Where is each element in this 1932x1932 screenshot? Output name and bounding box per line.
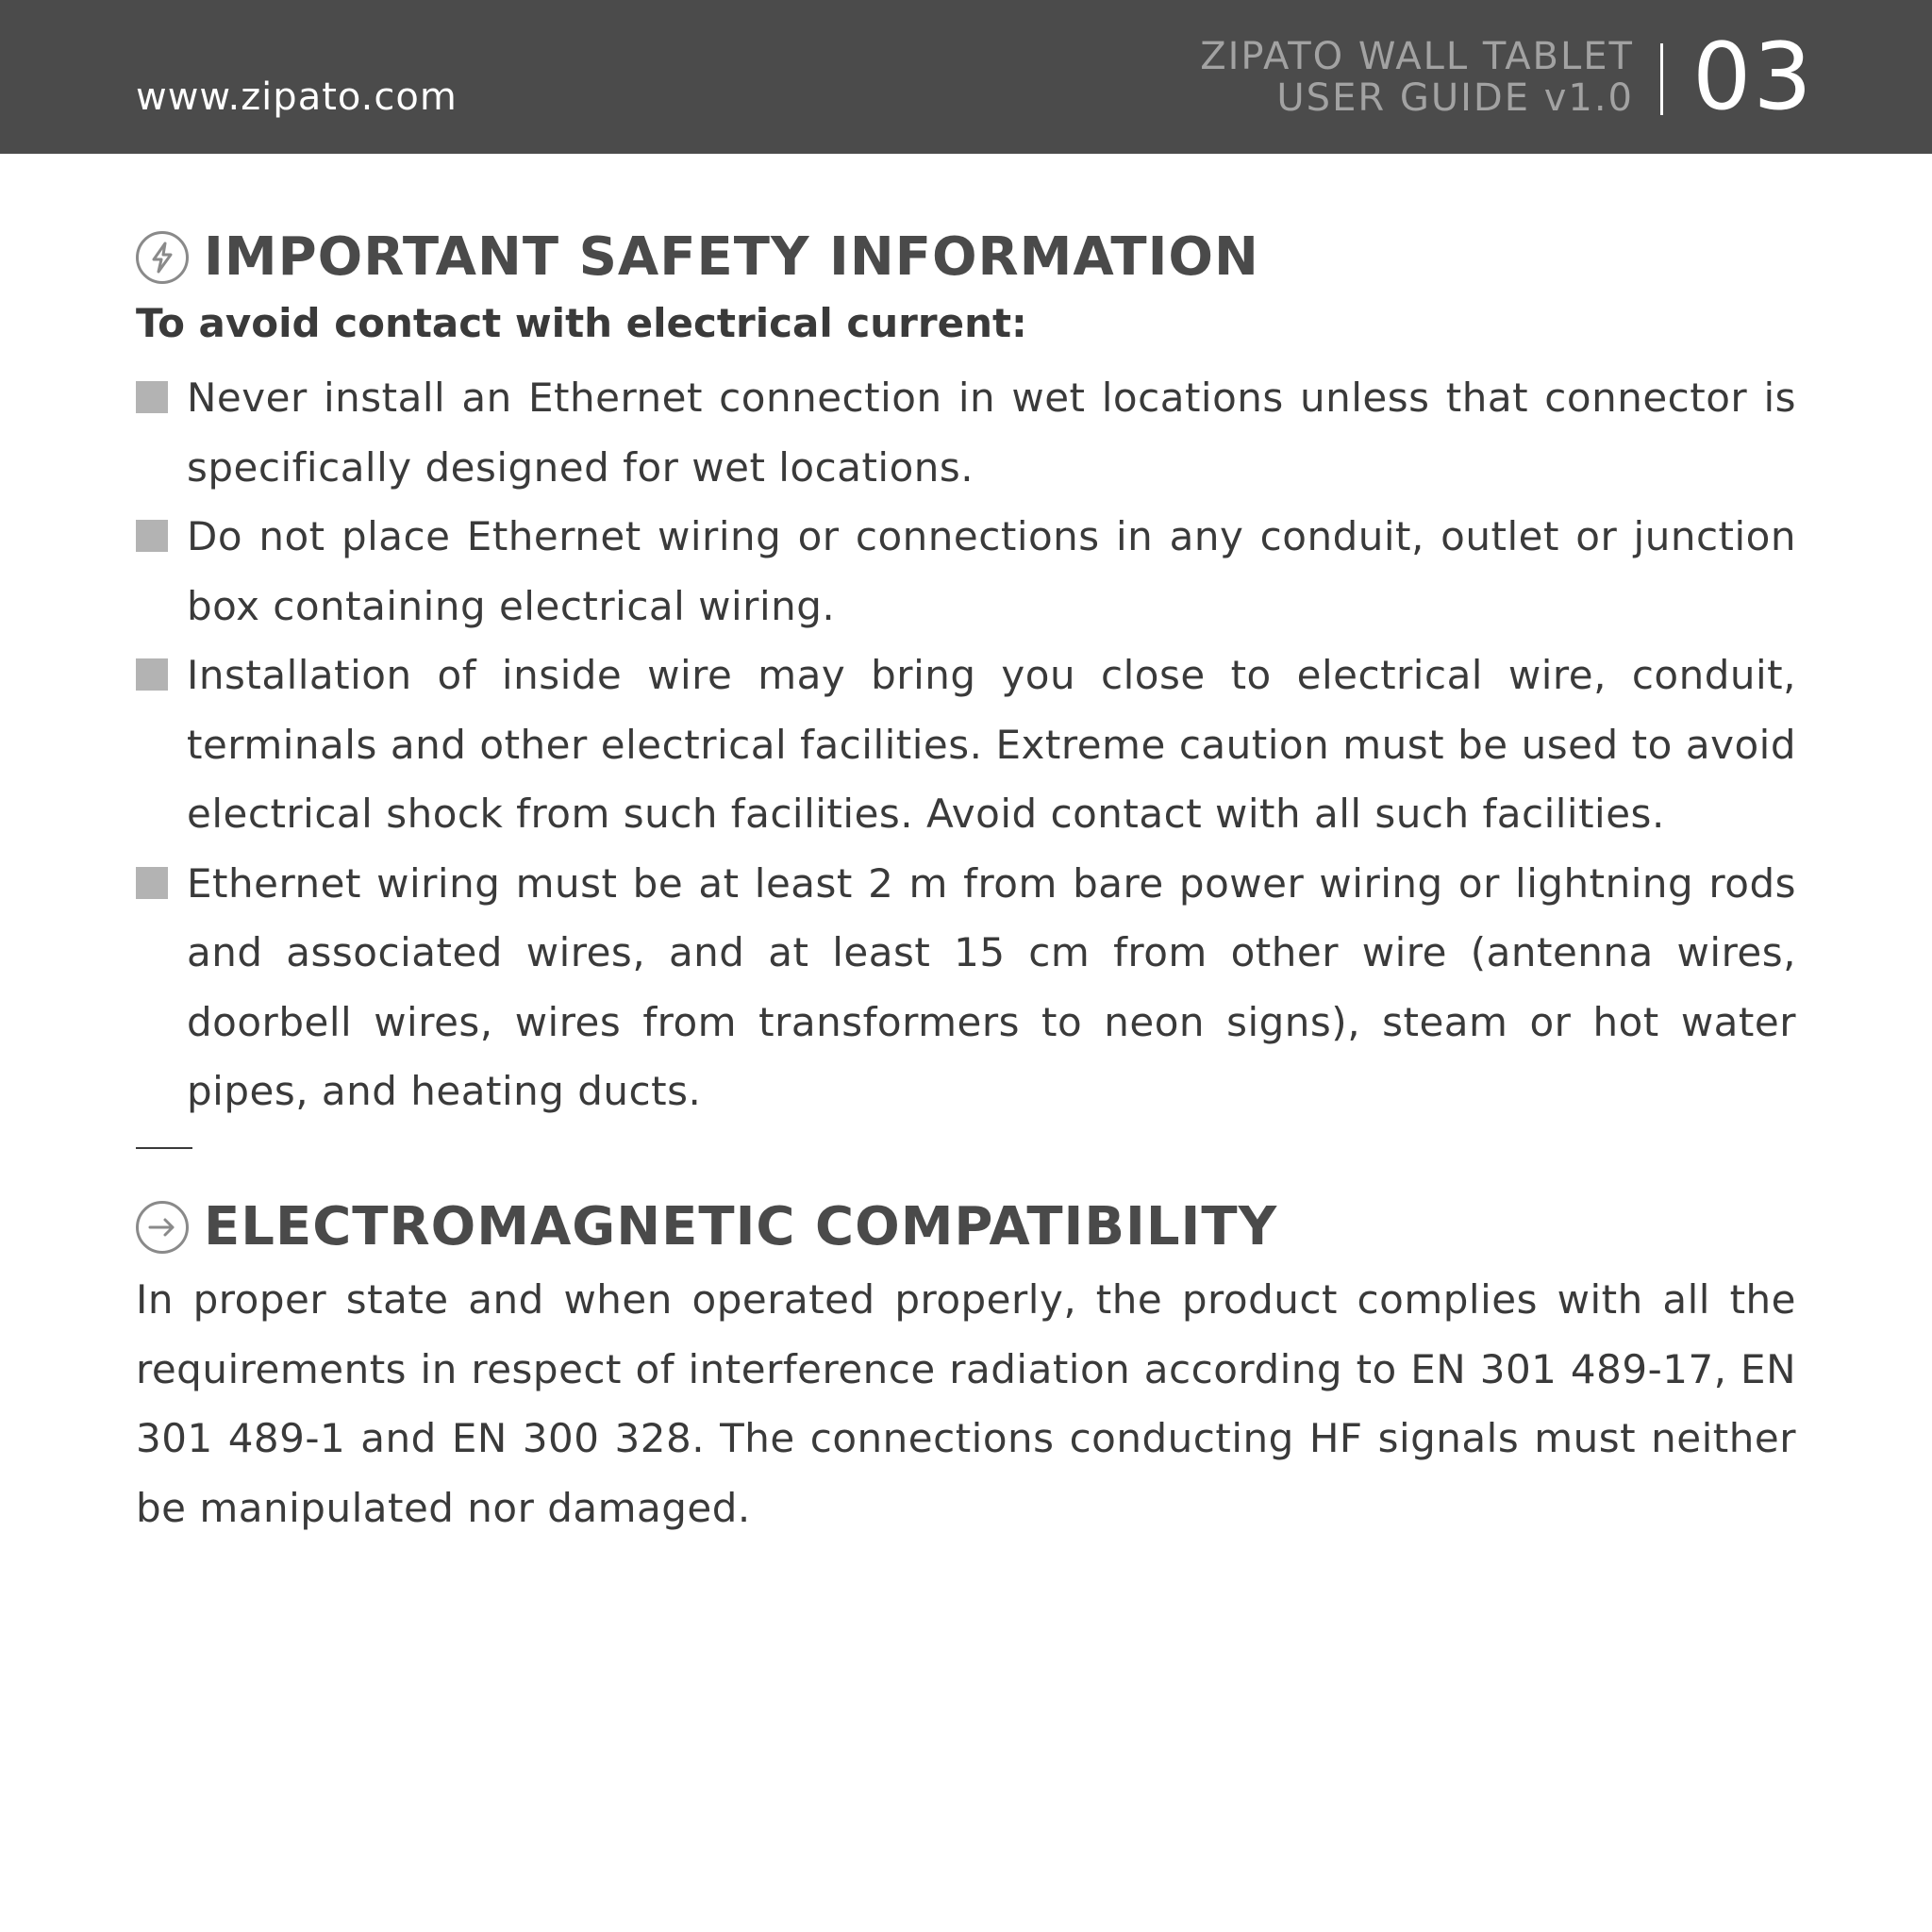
page-header	[0, 0, 1932, 154]
lightning-bolt-icon	[136, 231, 189, 284]
page-number: 03	[1692, 24, 1814, 131]
emc-heading	[136, 1196, 1277, 1257]
header-divider	[1660, 43, 1663, 115]
list-item-text: Installation of inside wire may bring you close to electrical wire, conduit, terminals and other electrical facilities. Extreme caution must be used to avoid electrical shock from such facilities. Avoid contact with all such facilities.	[187, 652, 1796, 837]
website-url[interactable]: www.zipato.com	[136, 75, 458, 119]
bullet-square-icon	[136, 867, 168, 899]
emc-heading-text: ELECTROMAGNETIC COMPATIBILITY	[204, 1196, 1278, 1257]
emc-paragraph: In proper state and when operated properly, the product complies with all the requirements in respect of interference radiation according to EN 301 489-17, EN 301 489-1 and EN 300 328. The connections conducting HF signals must neither be manipulated nor damaged.	[136, 1276, 1796, 1531]
guide-version: USER GUIDE v1.0	[1276, 76, 1634, 120]
section-divider	[136, 1147, 192, 1149]
list-item-text: Do not place Ethernet wiring or connections in any conduit, outlet or junction box containing electrical wiring.	[187, 513, 1796, 629]
safety-heading-text: IMPORTANT SAFETY INFORMATION	[204, 226, 1259, 288]
list-item	[136, 849, 1796, 1126]
list-item	[136, 363, 1796, 502]
guide-title-block	[1200, 36, 1634, 119]
bullet-square-icon	[136, 658, 168, 691]
safety-heading	[136, 226, 1259, 288]
arrow-right-icon	[136, 1201, 189, 1254]
list-item-text: Never install an Ethernet connection in wet locations unless that connector is specifically designed for wet locations.	[187, 375, 1796, 491]
bullet-square-icon	[136, 520, 168, 552]
safety-list	[136, 363, 1796, 1126]
list-item-text: Ethernet wiring must be at least 2 m from bare power wiring or lightning rods and associated wires, and at least 15 cm from other wire (antenna wires, doorbell wires, wires from transformers to neon signs), steam or hot water pipes, and heating ducts.	[187, 859, 1796, 1114]
list-item	[136, 641, 1796, 849]
list-item	[136, 502, 1796, 641]
product-title: ZIPATO WALL TABLET	[1200, 35, 1634, 78]
bullet-square-icon	[136, 381, 168, 413]
safety-subheading: To avoid contact with electrical current:	[136, 300, 1027, 346]
